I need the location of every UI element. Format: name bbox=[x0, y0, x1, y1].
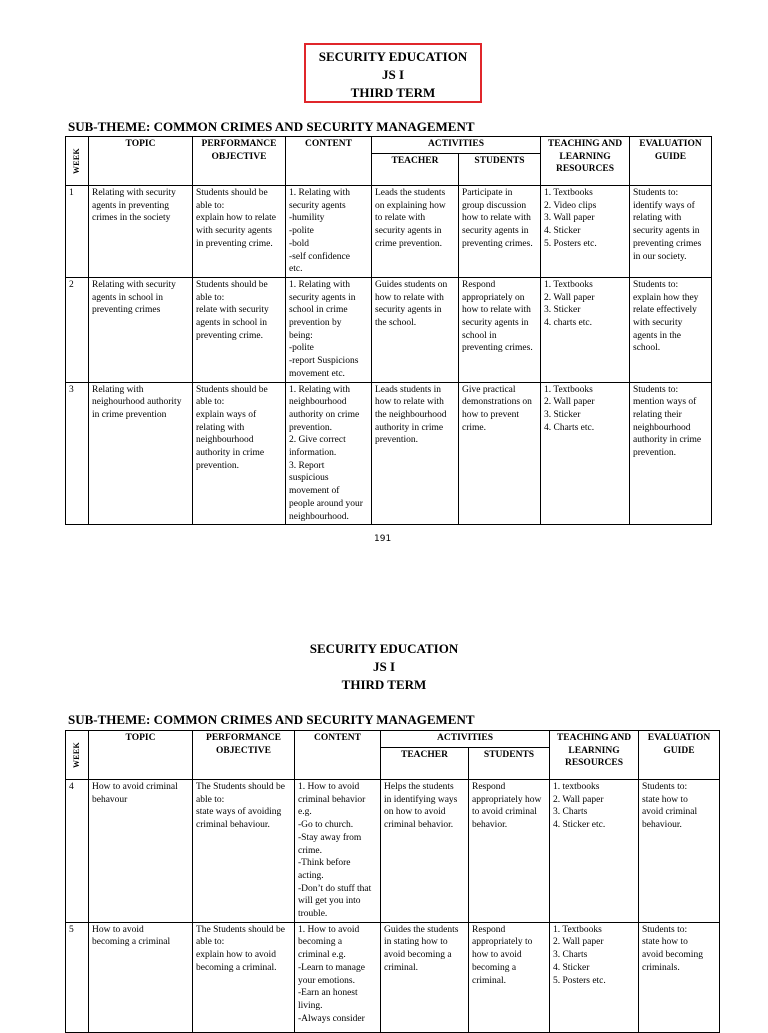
cell-line: neighbourhood bbox=[196, 435, 254, 446]
cell-line: 3. Charts bbox=[553, 807, 588, 818]
performance-objective-header: PERFORMANCE OBJECTIVE bbox=[193, 731, 295, 780]
cell-line: -Always consider bbox=[298, 1013, 365, 1024]
cell-line: to relate with bbox=[375, 213, 426, 224]
cell-line: criminal behavior. bbox=[384, 820, 454, 831]
cell-line: authority in crime bbox=[375, 422, 444, 433]
cell-line: suspicious bbox=[289, 473, 329, 484]
cell-line: criminals. bbox=[642, 962, 680, 973]
cell-line: mention ways of bbox=[633, 397, 697, 408]
cell-line: 2. Video clips bbox=[544, 200, 597, 211]
cell-line: explain how to avoid bbox=[196, 950, 276, 961]
cell-line: neighbourhood bbox=[633, 422, 691, 433]
cell-line: the school. bbox=[375, 318, 417, 329]
cell-line: How to avoid criminal bbox=[92, 782, 178, 792]
cell-line: -Learn to manage bbox=[298, 962, 365, 973]
cell-line: how to avoid bbox=[472, 950, 522, 961]
page2-title-line: THIRD TERM bbox=[341, 677, 427, 692]
cell-line: preventing crimes. bbox=[462, 343, 533, 354]
content-cell bbox=[295, 780, 381, 923]
page2-title-line: SECURITY EDUCATION bbox=[309, 641, 459, 656]
cell-line: 5. Posters etc. bbox=[544, 238, 597, 249]
cell-line: being: bbox=[289, 330, 313, 341]
students-header: STUDENTS bbox=[459, 154, 541, 186]
cell-line: -polite bbox=[289, 226, 314, 237]
resources-cell bbox=[550, 922, 639, 1032]
evaluation-cell bbox=[630, 382, 712, 525]
cell-line: behavour bbox=[92, 794, 128, 805]
cell-line: 1. Relating with bbox=[289, 188, 350, 198]
cell-line: 1. textbooks bbox=[553, 782, 600, 792]
cell-line: Guides the students bbox=[384, 924, 459, 935]
cell-line: relate effectively bbox=[633, 305, 697, 316]
cell-line: on explaining how bbox=[375, 200, 446, 211]
cell-line: agents in school in bbox=[196, 318, 267, 329]
cell-line: movement of bbox=[289, 486, 340, 497]
week-cell: 2 bbox=[66, 277, 89, 382]
objective-cell bbox=[193, 382, 286, 525]
cell-line: 1. Textbooks bbox=[544, 279, 593, 290]
student-activity-cell bbox=[459, 186, 541, 278]
cell-line: demonstrations on bbox=[462, 397, 532, 408]
teacher-activity-cell bbox=[381, 780, 469, 923]
cell-line: group discussion bbox=[462, 200, 527, 211]
resources-header: TEACHING AND LEARNING RESOURCES bbox=[550, 731, 639, 780]
cell-line: security agents in bbox=[462, 226, 529, 237]
cell-line: preventing crimes bbox=[92, 305, 161, 316]
cell-line: Leads students in bbox=[375, 384, 441, 395]
cell-line: 3. Charts bbox=[553, 950, 588, 961]
cell-line: relating with bbox=[633, 213, 682, 224]
cell-line: security agents in bbox=[375, 305, 442, 316]
cell-line: authority in crime bbox=[633, 435, 702, 446]
week-header: WEEK bbox=[66, 137, 89, 186]
table-row bbox=[66, 186, 712, 278]
cell-line: -Think before bbox=[298, 858, 351, 869]
cell-line: agents in school in bbox=[92, 292, 163, 303]
page1-title-line: SECURITY EDUCATION bbox=[318, 49, 468, 64]
cell-line: neighbourhood bbox=[289, 397, 347, 408]
cell-line: -Don’t do stuff that bbox=[298, 883, 372, 894]
resources-cell bbox=[541, 382, 630, 525]
cell-line: The Students should be bbox=[196, 782, 285, 792]
content-header: CONTENT bbox=[286, 137, 372, 186]
cell-line: How to avoid bbox=[92, 924, 144, 935]
page1-title-box bbox=[304, 43, 482, 103]
cell-line: crime. bbox=[462, 422, 487, 433]
cell-line: on how to avoid bbox=[384, 807, 446, 818]
cell-line: school in bbox=[462, 330, 497, 341]
cell-line: security agents in bbox=[289, 292, 356, 303]
page2-title-line: JS I bbox=[372, 659, 396, 674]
page2-scheme-table bbox=[65, 730, 720, 1033]
cell-line: in our society. bbox=[633, 251, 687, 262]
resources-cell bbox=[541, 277, 630, 382]
cell-line: neighourhood authority bbox=[92, 397, 182, 408]
cell-line: The Students should be bbox=[196, 924, 285, 935]
cell-line: Respond bbox=[462, 279, 496, 290]
evaluation-cell bbox=[639, 922, 720, 1032]
cell-line: security agents in bbox=[462, 318, 529, 329]
page1-title-line: THIRD TERM bbox=[350, 85, 436, 100]
evaluation-header: EVALUATION GUIDE bbox=[630, 137, 712, 186]
evaluation-cell bbox=[630, 277, 712, 382]
cell-line: -Earn an honest bbox=[298, 988, 358, 999]
cell-line: -bold bbox=[289, 238, 310, 249]
student-activity-cell bbox=[459, 382, 541, 525]
cell-line: movement etc. bbox=[289, 368, 345, 379]
cell-line: living. bbox=[298, 1000, 323, 1011]
cell-line: prevention. bbox=[196, 460, 240, 471]
cell-line: 1. How to avoid bbox=[298, 924, 360, 935]
cell-line: 5. Posters etc. bbox=[553, 975, 606, 986]
cell-line: avoid becoming bbox=[642, 950, 703, 961]
cell-line: Helps the students bbox=[384, 782, 454, 792]
cell-line: able to: bbox=[196, 292, 225, 303]
cell-line: school in crime bbox=[289, 305, 348, 316]
cell-line: 1. Textbooks bbox=[544, 188, 593, 198]
cell-line: -humility bbox=[289, 213, 325, 224]
cell-line: Respond bbox=[472, 924, 506, 935]
objective-cell bbox=[193, 186, 286, 278]
cell-line: relate with security bbox=[196, 305, 269, 316]
cell-line: appropriately how bbox=[472, 794, 542, 805]
topic-header: TOPIC bbox=[89, 731, 193, 780]
cell-line: 1. Textbooks bbox=[544, 384, 593, 395]
cell-line: Students should be bbox=[196, 384, 268, 395]
evaluation-cell bbox=[639, 780, 720, 923]
cell-line: authority in crime bbox=[196, 448, 265, 459]
cell-line: in crime prevention bbox=[92, 409, 167, 420]
cell-line: relating their bbox=[633, 409, 682, 420]
cell-line: avoid criminal bbox=[642, 807, 698, 818]
cell-line: security agents in bbox=[375, 226, 442, 237]
cell-line: Students should be bbox=[196, 279, 268, 290]
cell-line: becoming a bbox=[472, 962, 517, 973]
cell-line: with security bbox=[633, 318, 683, 329]
cell-line: identify ways of bbox=[633, 200, 695, 211]
student-activity-cell bbox=[469, 780, 550, 923]
cell-line: Students to: bbox=[642, 782, 688, 792]
cell-line: the neighbourhood bbox=[375, 409, 447, 420]
page-number: 191 bbox=[374, 534, 392, 544]
cell-line: preventing crimes bbox=[633, 238, 702, 249]
topic-cell bbox=[89, 382, 193, 525]
student-activity-cell bbox=[469, 922, 550, 1032]
cell-line: trouble. bbox=[298, 909, 328, 920]
cell-line: explain ways of bbox=[196, 409, 257, 420]
cell-line: 4. Sticker bbox=[553, 962, 590, 973]
table-row bbox=[66, 382, 712, 525]
objective-cell bbox=[193, 780, 295, 923]
objective-cell bbox=[193, 922, 295, 1032]
cell-line: 1. How to avoid bbox=[298, 782, 360, 792]
cell-line: in identifying ways bbox=[384, 794, 458, 805]
cell-line: avoid becoming a bbox=[384, 950, 452, 961]
resources-header: TEACHING AND LEARNING RESOURCES bbox=[541, 137, 630, 186]
topic-cell bbox=[89, 922, 193, 1032]
cell-line: -report Suspicions bbox=[289, 356, 359, 367]
page1-scheme-table bbox=[65, 136, 712, 525]
cell-line: becoming a criminal. bbox=[196, 962, 277, 973]
cell-line: how to relate with bbox=[375, 397, 444, 408]
cell-line: 4. Sticker bbox=[544, 226, 581, 237]
cell-line: security agents in bbox=[633, 226, 700, 237]
content-cell bbox=[286, 186, 372, 278]
week-cell: 5 bbox=[66, 922, 89, 1032]
cell-line: security agents bbox=[289, 200, 346, 211]
cell-line: Students should be bbox=[196, 188, 268, 198]
resources-cell bbox=[550, 780, 639, 923]
teacher-header: TEACHER bbox=[381, 748, 469, 780]
cell-line: prevention. bbox=[289, 422, 333, 433]
cell-line: explain how they bbox=[633, 292, 699, 303]
cell-line: crime prevention. bbox=[375, 238, 443, 249]
activities-header: ACTIVITIES bbox=[381, 731, 550, 748]
cell-line: preventing crime. bbox=[196, 330, 264, 341]
week-cell: 1 bbox=[66, 186, 89, 278]
week-cell: 3 bbox=[66, 382, 89, 525]
cell-line: state how to bbox=[642, 937, 688, 948]
cell-line: with security agents bbox=[196, 226, 272, 237]
cell-line: 2. Wall paper bbox=[553, 794, 604, 805]
cell-line: able to: bbox=[196, 200, 225, 211]
cell-line: -Go to church. bbox=[298, 820, 354, 831]
cell-line: appropriately to bbox=[472, 937, 533, 948]
cell-line: neighbourhood. bbox=[289, 511, 349, 522]
cell-line: 4. charts etc. bbox=[544, 318, 593, 329]
cell-line: -Stay away from bbox=[298, 832, 362, 843]
cell-line: prevention by bbox=[289, 318, 342, 329]
cell-line: state ways of avoiding bbox=[196, 807, 282, 818]
students-header: STUDENTS bbox=[469, 748, 550, 780]
cell-line: 1. Relating with bbox=[289, 384, 350, 395]
cell-line: able to: bbox=[196, 397, 225, 408]
cell-line: becoming a criminal bbox=[92, 937, 171, 948]
cell-line: able to: bbox=[196, 794, 225, 805]
cell-line: Leads the students bbox=[375, 188, 446, 198]
cell-line: 4. Charts etc. bbox=[544, 422, 595, 433]
cell-line: school. bbox=[633, 343, 661, 354]
cell-line: agents in the bbox=[633, 330, 682, 341]
cell-line: information. bbox=[289, 448, 337, 459]
cell-line: Participate in bbox=[462, 188, 513, 198]
cell-line: 3. Report bbox=[289, 460, 325, 471]
cell-line: 2. Give correct bbox=[289, 435, 346, 446]
cell-line: etc. bbox=[289, 264, 303, 275]
cell-line: 3. Wall paper bbox=[544, 213, 595, 224]
cell-line: 3. Sticker bbox=[544, 305, 581, 316]
table-row bbox=[66, 780, 720, 923]
teacher-header: TEACHER bbox=[372, 154, 459, 186]
cell-line: Students to: bbox=[633, 279, 679, 290]
cell-line: explain how to relate bbox=[196, 213, 276, 224]
cell-line: 2. Wall paper bbox=[544, 397, 595, 408]
cell-line: Students to: bbox=[633, 384, 679, 395]
teacher-activity-cell bbox=[372, 186, 459, 278]
evaluation-header: EVALUATION GUIDE bbox=[639, 731, 720, 780]
cell-line: 3. Sticker bbox=[544, 409, 581, 420]
cell-line: people around your bbox=[289, 498, 363, 509]
cell-line: criminal. bbox=[384, 962, 419, 973]
activities-header: ACTIVITIES bbox=[372, 137, 541, 154]
cell-line: prevention. bbox=[375, 435, 419, 446]
cell-line: how to relate with bbox=[462, 213, 531, 224]
cell-line: in preventing crime. bbox=[196, 238, 273, 249]
cell-line: 1. Relating with bbox=[289, 279, 350, 290]
cell-line: Students to: bbox=[633, 188, 679, 198]
teacher-activity-cell bbox=[372, 382, 459, 525]
cell-line: 2. Wall paper bbox=[553, 937, 604, 948]
cell-line: 2. Wall paper bbox=[544, 292, 595, 303]
cell-line: e.g. bbox=[298, 807, 312, 818]
cell-line: relating with bbox=[196, 422, 245, 433]
cell-line: agents in preventing bbox=[92, 200, 170, 211]
topic-header: TOPIC bbox=[89, 137, 193, 186]
cell-line: behavior. bbox=[472, 820, 508, 831]
cell-line: acting. bbox=[298, 870, 324, 881]
content-cell bbox=[295, 922, 381, 1032]
page2-subtheme: SUB-THEME: COMMON CRIMES AND SECURITY MANAGEMENT bbox=[68, 712, 475, 727]
cell-line: Respond bbox=[472, 782, 506, 792]
cell-line: Relating with security bbox=[92, 188, 176, 198]
page1-subtheme: SUB-THEME: COMMON CRIMES AND SECURITY MANAGEMENT bbox=[68, 119, 475, 134]
cell-line: in stating how to bbox=[384, 937, 448, 948]
topic-cell bbox=[89, 780, 193, 923]
cell-line: crime. bbox=[298, 845, 323, 856]
cell-line: will get you into bbox=[298, 896, 361, 907]
cell-line: how to relate with bbox=[375, 292, 444, 303]
performance-objective-header: PERFORMANCE OBJECTIVE bbox=[193, 137, 286, 186]
cell-line: state how to bbox=[642, 794, 688, 805]
topic-cell bbox=[89, 277, 193, 382]
cell-line: your emotions. bbox=[298, 975, 355, 986]
content-cell bbox=[286, 382, 372, 525]
page1-title-line: JS I bbox=[381, 67, 405, 82]
teacher-activity-cell bbox=[381, 922, 469, 1032]
cell-line: preventing crimes. bbox=[462, 238, 533, 249]
cell-line: becoming a bbox=[298, 937, 343, 948]
cell-line: Relating with security bbox=[92, 279, 176, 290]
cell-line: behaviour. bbox=[642, 820, 682, 831]
cell-line: appropriately on bbox=[462, 292, 525, 303]
cell-line: 4. Sticker etc. bbox=[553, 820, 606, 831]
cell-line: Give practical bbox=[462, 384, 516, 395]
resources-cell bbox=[541, 186, 630, 278]
week-header: WEEK bbox=[66, 731, 89, 780]
cell-line: how to prevent bbox=[462, 409, 519, 420]
cell-line: authority on crime bbox=[289, 409, 360, 420]
student-activity-cell bbox=[459, 277, 541, 382]
objective-cell bbox=[193, 277, 286, 382]
content-cell bbox=[286, 277, 372, 382]
cell-line: criminal e.g. bbox=[298, 950, 346, 961]
topic-cell bbox=[89, 186, 193, 278]
cell-line: criminal. bbox=[472, 975, 507, 986]
cell-line: crimes in the society bbox=[92, 213, 171, 224]
evaluation-cell bbox=[630, 186, 712, 278]
cell-line: able to: bbox=[196, 937, 225, 948]
cell-line: to avoid criminal bbox=[472, 807, 537, 818]
page2-title bbox=[284, 640, 484, 694]
cell-line: criminal behaviour. bbox=[196, 820, 270, 831]
cell-line: Students to: bbox=[642, 924, 688, 935]
cell-line: Relating with bbox=[92, 384, 144, 395]
table-row bbox=[66, 922, 720, 1032]
cell-line: prevention. bbox=[633, 448, 677, 459]
cell-line: 1. Textbooks bbox=[553, 924, 602, 935]
teacher-activity-cell bbox=[372, 277, 459, 382]
cell-line: -polite bbox=[289, 343, 314, 354]
cell-line: criminal behavior bbox=[298, 794, 366, 805]
table-row bbox=[66, 277, 712, 382]
week-cell: 4 bbox=[66, 780, 89, 923]
content-header: CONTENT bbox=[295, 731, 381, 780]
cell-line: Guides students on bbox=[375, 279, 448, 290]
cell-line: -self confidence bbox=[289, 251, 350, 262]
cell-line: how to relate with bbox=[462, 305, 531, 316]
